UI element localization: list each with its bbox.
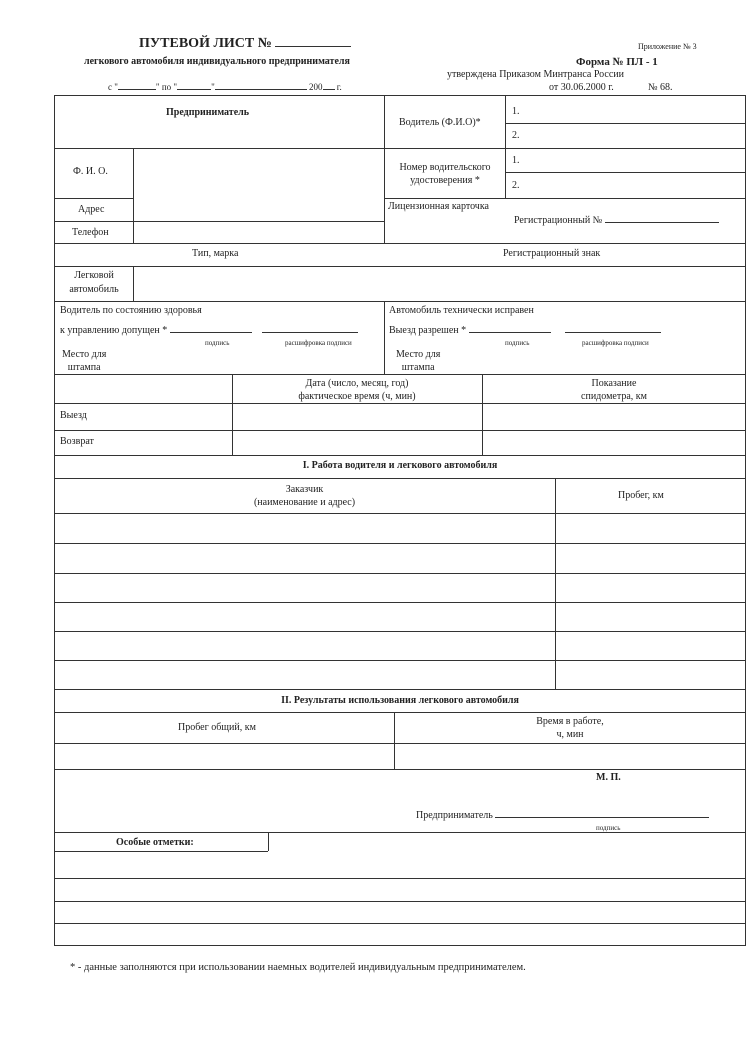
date-time-header-line2: фактическое время (ч, мин) (298, 391, 416, 402)
driver-2-number: 2. (512, 130, 520, 141)
approval-text: утверждена Приказом Минтранса России (447, 69, 624, 80)
date-from-label: с " (108, 82, 118, 92)
license-number-label-line1: Номер водительского (399, 162, 491, 173)
date-year-field[interactable] (323, 89, 335, 90)
validity-period (108, 82, 342, 92)
return-row-label: Возврат (60, 436, 94, 447)
exit-signature-caption: подпись (505, 339, 530, 347)
driver-label: Водитель (Ф.И.О)* (399, 117, 481, 128)
date-quote: " (211, 82, 215, 92)
form-subtitle: легкового автомобиля индивидуального предпринимателя (84, 56, 350, 67)
work-time-header-line2: ч, мин (556, 729, 584, 740)
exit-speedometer-field[interactable] (483, 404, 745, 429)
admitted-signature-caption: подпись (205, 339, 230, 347)
fio-label: Ф. И. О. (73, 166, 108, 177)
tech-ok-label: Автомобиль технически исправен (389, 305, 534, 316)
stamp-place-right (396, 348, 440, 374)
customer-header (55, 483, 554, 509)
reg-sign-label: Регистрационный знак (503, 248, 601, 259)
admitted-signature-field[interactable] (170, 332, 252, 333)
speedometer-header-line1: Показание (591, 378, 637, 389)
special-notes-field[interactable] (55, 852, 745, 945)
exit-decoding-caption: расшифровка подписи (582, 339, 649, 347)
date-month-field[interactable] (215, 89, 307, 90)
order-number: № 68. (648, 82, 673, 93)
date-g-label: г. (336, 82, 342, 92)
date-time-header-line1: Дата (число, месяц, год) (305, 378, 409, 389)
entrepreneur-signature-caption: подпись (596, 824, 621, 832)
fio-field[interactable] (134, 149, 383, 220)
license-card-label: Лицензионная карточка (388, 201, 489, 212)
license-1-number: 1. (512, 155, 520, 166)
speedometer-header (483, 377, 745, 403)
date-to-day-field[interactable] (177, 89, 211, 90)
exit-signature-field[interactable] (469, 332, 551, 333)
stamp-place-left-line2: штампа (67, 362, 101, 373)
health-label: Водитель по состоянию здоровья (60, 305, 202, 316)
license-number-label-line2: удостоверения * (410, 175, 480, 186)
total-mileage-header: Пробег общий, км (178, 722, 256, 733)
order-date: от 30.06.2000 г. (549, 82, 614, 93)
admitted-decoding-caption: расшифровка подписи (285, 339, 352, 347)
customer-header-line2: (наименование и адрес) (253, 497, 356, 508)
date-time-header (233, 377, 481, 403)
stamp-mp-label: М. П. (596, 772, 621, 783)
special-notes-label: Особые отметки: (116, 837, 194, 848)
address-label: Адрес (78, 204, 105, 215)
reg-number-label: Регистрационный № (514, 215, 603, 226)
date-year-label: 200 (309, 82, 323, 92)
exit-decoding-field[interactable] (565, 332, 661, 333)
license-number-label (386, 161, 504, 187)
work-time-header (395, 715, 745, 741)
exit-date-field[interactable] (233, 404, 481, 429)
mileage-rows[interactable] (556, 514, 745, 689)
admitted-decoding-field[interactable] (262, 332, 358, 333)
car-label (56, 269, 132, 297)
reg-number-field[interactable] (605, 222, 719, 223)
stamp-place-right-line2: штампа (401, 362, 435, 373)
stamp-place-left (62, 348, 106, 374)
license-2-number: 2. (512, 180, 520, 191)
stamp-place-right-line1: Место для (396, 349, 441, 360)
section-1-title: I. Работа водителя и легкового автомобиля (302, 460, 498, 471)
exit-row-label: Выезд (60, 410, 87, 421)
work-time-header-line1: Время в работе, (536, 716, 604, 727)
exit-allowed-line (389, 325, 661, 336)
exit-allowed-label: Выезд разрешен * (389, 325, 467, 336)
admitted-line (60, 325, 358, 336)
form-title-text: ПУТЕВОЙ ЛИСТ № (139, 36, 272, 51)
admitted-label: к управлению допущен * (60, 325, 168, 336)
work-time-field[interactable] (395, 744, 745, 768)
entrepreneur-heading: Предприниматель (166, 107, 250, 118)
speedometer-header-line2: спидометра, км (581, 391, 647, 402)
entrepreneur-signature-field[interactable] (495, 817, 709, 818)
customer-header-line1: Заказчик (285, 484, 324, 495)
customer-rows[interactable] (55, 514, 554, 689)
form-number: Форма № ПЛ - 1 (576, 56, 658, 68)
footer-note: * - данные заполняются при использовании наемных водителей индивидуальным предпринимателем. (70, 962, 526, 973)
driver-1-number: 1. (512, 106, 520, 117)
mileage-header: Пробег, км (618, 490, 664, 501)
car-label-line2: автомобиль (69, 284, 119, 295)
reg-number (514, 215, 719, 226)
return-date-field[interactable] (233, 431, 481, 454)
stamp-place-left-line1: Место для (62, 349, 107, 360)
date-from-day-field[interactable] (118, 89, 156, 90)
date-to-label: " по " (155, 82, 178, 92)
form-title (139, 36, 351, 52)
car-label-line1: Легковой (74, 270, 114, 281)
entrepreneur-signature-label: Предприниматель (416, 810, 493, 821)
section-2-title: II. Результаты использования легкового автомобиля (281, 695, 519, 706)
phone-label: Телефон (72, 227, 109, 238)
total-mileage-field[interactable] (55, 744, 393, 768)
type-brand-label: Тип, марка (192, 248, 239, 259)
appendix-label: Приложение № 3 (638, 42, 697, 51)
entrepreneur-signature-line (416, 810, 709, 821)
return-speedometer-field[interactable] (483, 431, 745, 454)
waybill-number-field[interactable] (275, 46, 351, 47)
